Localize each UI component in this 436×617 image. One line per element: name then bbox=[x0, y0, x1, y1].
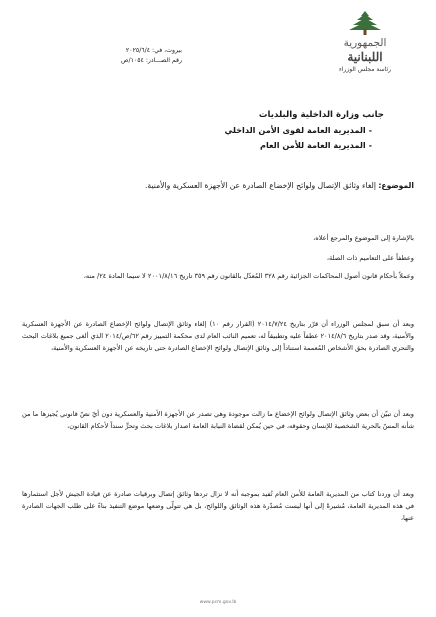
date-reference-block bbox=[62, 46, 182, 66]
subject-text: إلغاء وثائق الإتصال ولوائح الإخضاع الصادرة عن الأجهزة العسكرية والأمنية. bbox=[145, 181, 379, 190]
addressee-item: - المديرية العامة لقوى الأمن الداخلي bbox=[224, 125, 372, 135]
body-paragraph-6: وبعد أن وردنا كتاب من المديرية العامة للأمن العام تُفيد بموجبه أنه لا نزال تردها وثائق إتصال وبرقيات صادرة عن قيادة الجيش لأجل استثمارها في هذه المديرية العامة، مُشيرةً إلى أنها ليست مُصدّرة هذه الوثائق واللوائح، بل هي تتولّى وضعها موضع التنفيذ بناءً على طلب الجهات الصادرة عنها، bbox=[22, 490, 414, 523]
body-paragraph-3: وعملاً بأحكام قانون أصول المحاكمات الجزائية رقم ٣٢٨ المُعدّل بالقانون رقم ٣٥٩ تاريخ ٢٠٠١/٨/١٦ لا سيما المادة ٢٤/ منه، bbox=[83, 272, 414, 280]
body-paragraph-4: وبعد أن سبق لمجلس الوزراء أن قرّر بتاريخ ٢٠١٤/٧/٢٤ (القرار رقم ١٠) إلغاء وثائق الإتصال ولوائح الإخضاع الصادرة عن الأجهزة العسكرية والأمنية، وقد صدر بتاريخ ٢٠١٤/٨/٦ عطفاً عليه وتطبيقاً له، تعميم النائب العام لدى محكمة التمييز رقم ٦٢/ص/٢٠١٤ الذي ألغى جميع بلاغات البحث والتحري الصادرة بحق الأشخاص المُعممة استناداً إلى وثائق الإتصال ولوائح الإخضاع الصادرة حتى تاريخه عن الأجهزة العسكرية والأمنية، bbox=[22, 320, 414, 353]
reference-number: رقم الصـــادر: ١٠٥٤/ص bbox=[121, 57, 182, 64]
addressee-title: جانب وزارة الداخلية والبلديات bbox=[258, 110, 384, 120]
addressee-block bbox=[84, 108, 384, 153]
body-paragraph-2: وعطفاً على التعاميم ذات الصلة، bbox=[326, 254, 414, 262]
cedar-emblem-icon bbox=[342, 10, 388, 36]
footer-website: www.pcm.gov.lb bbox=[199, 600, 237, 605]
letterhead-subtitle: رئاسة مجلس الوزراء bbox=[338, 66, 392, 73]
letterhead-logo bbox=[316, 10, 414, 73]
subject-label: الموضوع: bbox=[378, 181, 414, 190]
addressee-item: - المديرية العامة للأمن العام bbox=[259, 140, 372, 150]
body-paragraph-5: وبعد أن تبيّن أن بعض وثائق الإتصال ولوائح الإخضاع ما زالت موجودة وهي تصدر عن الأجهزة الأمنية والعسكرية دون أيّ نصّ قانوني يُجيزها ما من شأنه المسّ بالحرية الشخصية للإنسان وحقوقه، في حين يُمكن لقضاة النيابة العامة اصدار بلاغات بحث وتحرٍّ سنداً لأحكام القانون، bbox=[22, 410, 414, 431]
body-paragraph-1: بالإشارة إلى الموضوع والمرجع أعلاه، bbox=[313, 234, 414, 242]
subject-line bbox=[19, 180, 414, 192]
letterhead-title-line1: الجمهورية bbox=[343, 37, 387, 49]
letterhead-title-line2: اللبنانية bbox=[347, 50, 383, 64]
place-date: بيروت، في: ٢٠٢٥/٦/٤ bbox=[125, 47, 182, 54]
